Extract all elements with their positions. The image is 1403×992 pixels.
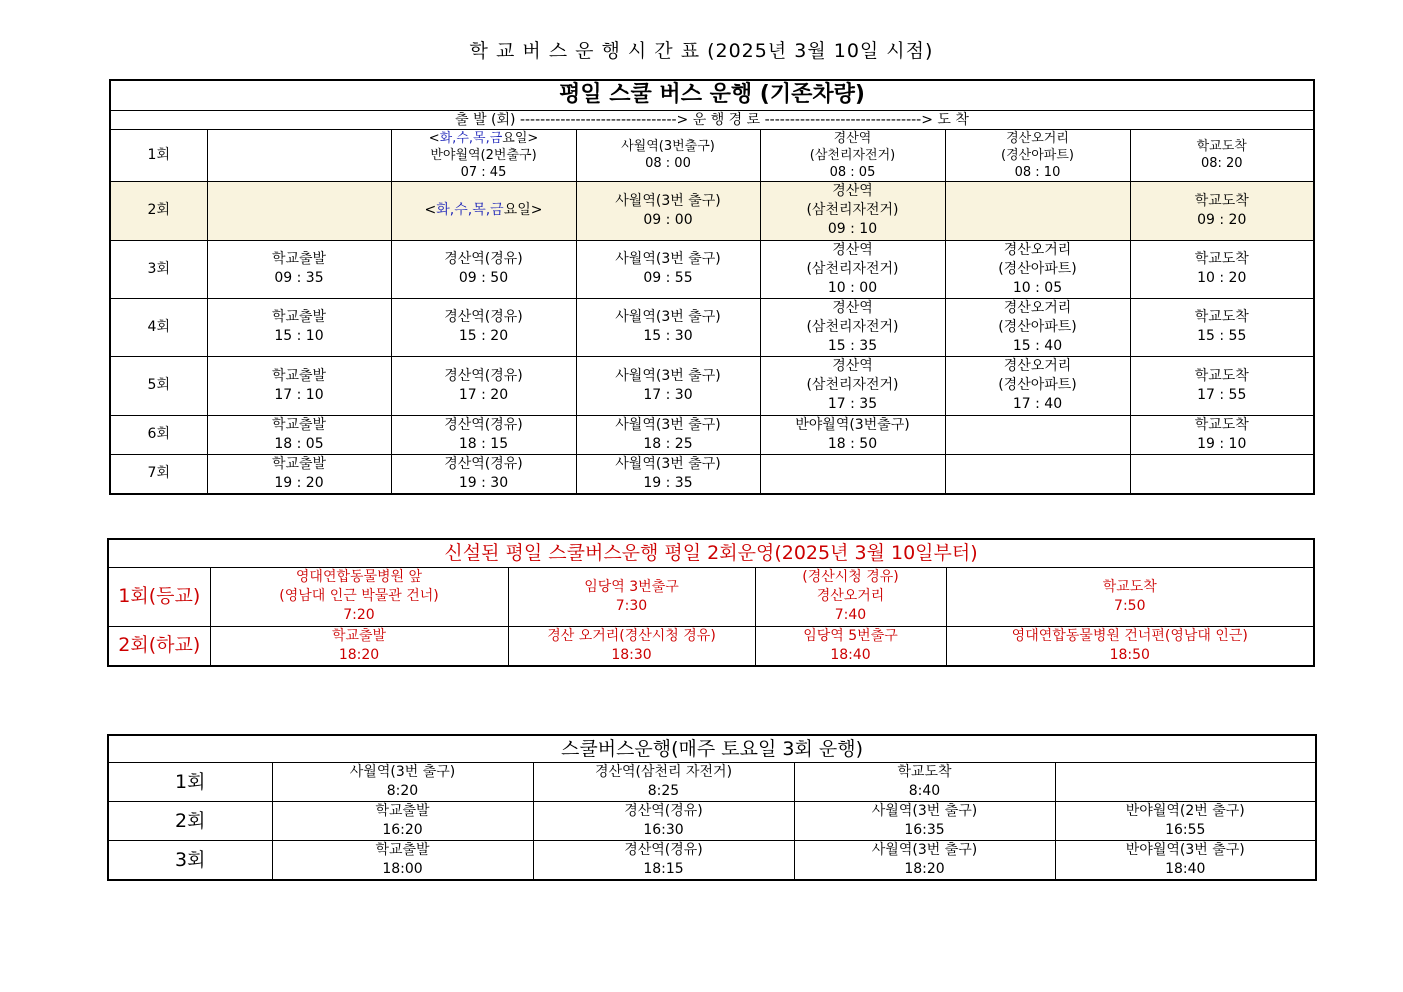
cell-line: 15 : 40 [1012,337,1063,354]
cell-line: (경산아파트) [998,377,1077,393]
cell-line: 8:25 [647,783,680,799]
cell-line: 학교출발 [271,251,327,267]
cell-line: 10 : 05 [1012,279,1063,296]
table-row [110,356,1314,415]
schedule-cell [508,626,755,666]
schedule-cell [210,567,508,626]
cell-line: 17 : 35 [827,396,878,412]
schedule-cell [946,626,1314,666]
table-row [110,454,1314,494]
schedule-cell [1055,841,1316,881]
schedule-cell [576,356,760,415]
schedule-cell [1130,298,1314,356]
cell-line: 18:20 [904,861,945,877]
schedule-cell [1055,763,1316,802]
cell-line: 학교출발 [375,803,430,819]
cell-line: (경산아파트) [998,260,1077,277]
cell-line: 사월역(3번 출구) [615,192,721,209]
weekday-schedule-table [109,79,1315,495]
cell-line: 반야월역(3번 출구) [1125,842,1245,858]
schedule-cell [576,181,760,240]
schedule-cell [207,129,391,181]
cell-line: 08 : 10 [1014,164,1061,180]
schedule-cell [760,454,945,494]
run-number: 6회 [110,415,207,454]
cell-line: 19 : 35 [643,474,693,491]
run-number: 1회 [108,763,272,802]
cell-line: 경산역(경유) [444,367,523,384]
table-row [108,841,1316,881]
cell-line: 임당역 5번출구 [803,627,898,644]
run-number: 1회(등교) [108,567,210,626]
saturday-title: 스쿨버스운행(매주 토요일 3회 운행) [108,735,1316,763]
schedule-cell [794,841,1055,881]
cell-line: 16:20 [382,822,423,838]
cell-line: 경산역(경유) [444,309,523,325]
schedule-cell [945,356,1130,415]
cell-line: (삼천리자전거) [809,147,896,163]
cell-line: 경산역(경유) [624,842,703,858]
cell-line: (경산아파트) [998,318,1077,335]
cell-line: 18 : 50 [827,435,878,452]
schedule-cell [945,240,1130,298]
cell-line: 18:20 [338,646,380,663]
schedule-cell [794,763,1055,802]
cell-line: 18:50 [1109,646,1150,663]
run-number: 5회 [110,356,207,415]
cell-line: 18:00 [382,861,423,877]
cell-line: 8:20 [386,783,419,799]
cell-line: 학교출발 [271,367,327,384]
cell-line: 사월역(3번출구) [621,139,715,154]
schedule-cell [760,298,945,356]
cell-line: 18 : 05 [274,435,324,452]
cell-line: 반야월역(2번출구) [430,147,537,163]
schedule-cell [391,129,576,181]
cell-line: 19 : 30 [458,474,509,491]
schedule-cell [1130,356,1314,415]
cell-line: 사월역(3번 출구) [615,367,721,384]
schedule-cell [760,240,945,298]
cell-line: 경산오거리 [1006,130,1069,146]
cell-line: (삼천리자전거) [806,318,899,335]
cell-line: 19 : 20 [274,474,324,491]
cell-line: 학교출발 [271,309,327,325]
cell-line: 학교도착 [1194,416,1249,433]
schedule-cell [1130,240,1314,298]
schedule-cell [760,356,945,415]
cell-line: 09 : 55 [643,270,693,286]
cell-line: 15 : 20 [458,328,509,344]
cell-line: 7:20 [343,607,375,623]
cell-line: 09 : 10 [827,221,878,237]
schedule-cell [1130,129,1314,181]
table-row [110,298,1314,356]
run-number: 3회 [108,841,272,881]
cell-line: 경산오거리 [816,588,885,604]
schedule-cell [533,841,794,881]
schedule-cell [207,454,391,494]
cell-line: 15 : 35 [827,337,878,354]
schedule-cell [1055,802,1316,841]
schedule-cell [760,129,945,181]
cell-line: 학교출발 [375,842,430,858]
schedule-cell [946,567,1314,626]
schedule-cell [207,356,391,415]
cell-line: 07 : 45 [460,164,507,180]
cell-line: 7:30 [615,597,648,614]
cell-line: 18:40 [830,646,871,663]
cell-line: 사월역(3번 출구) [871,803,978,819]
schedule-cell [945,181,1130,240]
schedule-cell [576,240,760,298]
run-number: 2회 [110,181,207,240]
schedule-cell [207,415,391,454]
schedule-cell [272,841,533,881]
cell-line: (삼천리자전거) [806,202,899,218]
run-number: 3회 [110,240,207,298]
schedule-cell [576,415,760,454]
saturday-schedule-table [107,734,1317,881]
schedule-cell [207,298,391,356]
run-number: 7회 [110,454,207,494]
cell-line: 사월역(3번 출구) [871,842,978,858]
schedule-cell [533,802,794,841]
days-text: 화,수,목,금 [439,130,503,146]
cell-line: 08: 20 [1200,156,1243,171]
cell-line: 학교도착 [1196,139,1247,154]
cell-line: 사월역(3번 출구) [615,416,721,433]
cell-line: 경산역(삼천리 자전거) [594,764,733,780]
schedule-cell [1130,181,1314,240]
schedule-cell [755,567,946,626]
cell-line: 18 : 25 [643,435,693,452]
table-row [110,240,1314,298]
cell-line: 학교도착 [1194,309,1249,325]
schedule-cell [391,298,576,356]
schedule-cell [272,802,533,841]
cell-line: 15 : 55 [1197,328,1247,344]
cell-line: 사월역(3번 출구) [615,455,721,472]
run-number: 1회 [110,129,207,181]
schedule-cell [391,454,576,494]
cell-line: 임당역 3번출구 [584,578,679,595]
cell-line: 영대연합동물병원 건너편(영남대 인근) [1011,627,1248,644]
cell-line: 학교도착 [1102,578,1157,595]
route-header: 출 발 (회) -------------------------------> 운 행 경 로 -------------------------------> 도 착 [110,110,1314,129]
cell-line: 8:40 [908,783,941,799]
schedule-cell [945,454,1130,494]
cell-line: 18:40 [1165,861,1206,877]
cell-line: 학교출발 [271,416,327,433]
cell-line: 경산역(경유) [444,416,523,433]
schedule-cell [945,129,1130,181]
cell-line: 영대연합동물병원 앞 [295,569,423,585]
cell-line: 15 : 30 [643,328,693,344]
cell-line: 09 : 50 [458,270,509,286]
schedule-cell [576,129,760,181]
table-row [110,181,1314,240]
cell-line: 17 : 30 [643,386,693,403]
cell-line: 10 : 00 [827,279,878,296]
cell-line: 사월역(3번 출구) [615,309,721,325]
weekday-table-title: 평일 스쿨 버스 운행 (기존차량) [110,80,1314,110]
cell-line: (경산아파트) [1001,147,1074,163]
run-number: 4회 [110,298,207,356]
cell-line: 학교출발 [331,627,387,644]
table-row [110,415,1314,454]
table-row [108,567,1314,626]
cell-line: 09 : 00 [643,211,693,228]
schedule-cell [1130,454,1314,494]
cell-line: 경산역 [832,299,873,316]
schedule-cell [391,356,576,415]
cell-line: 경산역 [833,130,872,146]
cell-line: 17 : 10 [274,386,324,403]
cell-line: 학교도착 [897,764,952,780]
new-weekday-service-table [107,538,1315,667]
cell-line: 16:35 [904,822,945,838]
schedule-cell [508,567,755,626]
cell-line: 학교도착 [1194,192,1249,209]
schedule-cell [945,298,1130,356]
schedule-cell [391,240,576,298]
cell-line: 18 : 15 [458,435,509,452]
cell-line: 16:55 [1165,822,1206,838]
schedule-cell [760,415,945,454]
schedule-cell [576,454,760,494]
cell-line: 08 : 05 [829,164,876,180]
cell-line: 17 : 20 [458,386,509,403]
cell-line: 경산역 [832,183,873,199]
cell-line: 17 : 40 [1012,396,1063,412]
schedule-cell [794,802,1055,841]
schedule-cell [755,626,946,666]
schedule-cell [576,298,760,356]
cell-line: (경산시청 경유) [802,569,899,585]
cell-line: 7:50 [1114,597,1146,614]
schedule-cell [391,181,576,240]
table-row [108,763,1316,802]
run-number: 2회 [108,802,272,841]
cell-line: 경산 오거리(경산시청 경유) [547,627,716,644]
cell-line: 학교도착 [1194,367,1249,384]
run-number: 2회(하교) [108,626,210,666]
cell-line: 경산역 [832,358,873,374]
weekday-days-label: <화,수,목,금요일> [428,130,539,146]
cell-line: 학교출발 [271,455,327,472]
schedule-cell [391,415,576,454]
weekday-days-label: <화,수,목,금요일> [424,202,543,218]
cell-line: 15 : 10 [274,328,324,344]
schedule-cell [207,181,391,240]
schedule-cell [760,181,945,240]
cell-line: 경산오거리 [1003,358,1072,374]
days-text: 화,수,목,금 [436,202,504,218]
cell-line: 경산오거리 [1003,299,1072,316]
cell-line: (영남대 인근 박물관 건너) [279,588,439,604]
cell-line: 학교도착 [1194,251,1249,267]
cell-line: 반야월역(3번출구) [795,416,910,433]
table-row [108,626,1314,666]
cell-line: 09 : 20 [1197,211,1247,228]
schedule-cell [272,763,533,802]
cell-line: 경산역(경유) [624,803,703,819]
cell-line: (삼천리자전거) [806,377,899,393]
schedule-cell [945,415,1130,454]
table-row [108,802,1316,841]
cell-line: 19 : 10 [1197,435,1247,452]
schedule-cell [533,763,794,802]
cell-line: 경산오거리 [1003,241,1072,258]
table-row [110,129,1314,181]
cell-line: 경산역(경유) [444,455,523,472]
new-service-title: 신설된 평일 스쿨버스운행 평일 2회운영(2025년 3월 10일부터) [108,539,1314,567]
cell-line: 반야월역(2번 출구) [1125,803,1245,819]
cell-line: 경산역 [832,241,873,258]
cell-line: 17 : 55 [1197,386,1247,403]
cell-line: 09 : 35 [274,270,324,286]
cell-line: 사월역(3번 출구) [615,251,721,267]
cell-line: 7:40 [834,607,867,623]
cell-line: 16:30 [643,822,684,838]
schedule-cell [207,240,391,298]
cell-line: 사월역(3번 출구) [349,764,456,780]
cell-line: 18:15 [643,861,684,877]
cell-line: 08 : 00 [645,156,691,171]
schedule-cell [1130,415,1314,454]
cell-line: 18:30 [611,646,652,663]
document-title: 학 교 버 스 운 행 시 간 표 (2025년 3월 10일 시점) [469,40,934,62]
cell-line: (삼천리자전거) [806,260,899,277]
schedule-cell [210,626,508,666]
cell-line: 10 : 20 [1197,270,1247,286]
cell-line: 경산역(경유) [444,251,523,267]
